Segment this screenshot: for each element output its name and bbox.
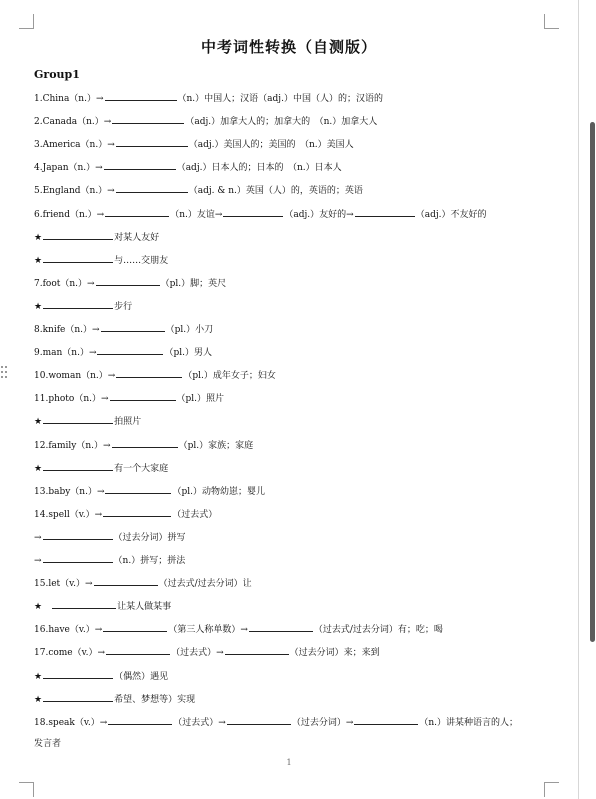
exercise-text: 11.photo（n.）→ [34, 394, 109, 405]
answer-blank[interactable] [225, 645, 289, 655]
exercise-text: 7.foot（n.）→ [34, 278, 95, 289]
answer-blank[interactable] [43, 530, 113, 540]
exercise-text: （adj.）加拿大人的；加拿大的 （n.）加拿大人 [185, 117, 378, 128]
exercise-text: （过去分词）拼写 [113, 532, 186, 543]
exercise-text: （过去分词）来；来到 [289, 648, 380, 659]
exercise-text: → [34, 556, 42, 566]
exercise-line [34, 669, 168, 683]
exercise-line [34, 622, 443, 636]
exercise-line [34, 692, 195, 706]
exercise-text: ★ [34, 694, 43, 705]
exercise-text: （pl.）男人 [164, 348, 212, 359]
exercise-text: （adj.）日本人的；日本的 （n.）日本人 [176, 163, 342, 174]
exercise-line [34, 576, 252, 590]
answer-blank[interactable] [43, 669, 113, 679]
exercise-line [34, 299, 132, 313]
exercise-text: 16.have（v.）→ [34, 625, 103, 636]
crop-mark-bottom-right [544, 782, 559, 797]
exercise-text: 4.Japan（n.）→ [34, 163, 103, 174]
exercise-text: 发言者 [34, 738, 62, 749]
exercise-line [34, 738, 61, 750]
exercise-line [34, 530, 186, 544]
exercise-text: 有一个大家庭 [114, 463, 169, 474]
exercise-text: 15.let（v.）→ [34, 579, 93, 590]
exercise-text: ★ [34, 602, 52, 613]
exercise-text: （第三人称单数）→ [168, 625, 248, 636]
exercise-text: （adj.）美国人的；美国的 （n.）美国人 [188, 140, 354, 151]
exercise-line [34, 276, 226, 290]
answer-blank[interactable] [43, 553, 113, 563]
answer-blank[interactable] [105, 484, 171, 494]
answer-blank[interactable] [112, 438, 178, 448]
exercise-line [34, 507, 217, 521]
exercise-text: 9.man（n.）→ [34, 348, 97, 359]
crop-mark-top-left [19, 14, 34, 29]
answer-blank[interactable] [43, 230, 113, 240]
answer-blank[interactable] [96, 276, 160, 286]
exercise-line [34, 553, 185, 567]
exercise-text: （n.）中国人；汉语（adj.）中国（人）的；汉语的 [177, 94, 383, 104]
vertical-scrollbar[interactable] [590, 122, 595, 642]
exercise-text: （pl.）照片 [176, 394, 225, 405]
exercise-text: 5.England（n.）→ [34, 186, 115, 197]
answer-blank[interactable] [116, 137, 188, 147]
answer-blank[interactable] [52, 599, 116, 609]
exercise-text: 希望、梦想等）实现 [114, 694, 196, 705]
exercise-text: 步行 [114, 301, 133, 312]
exercise-text: （pl.）小刀 [165, 325, 214, 335]
answer-blank[interactable] [103, 622, 167, 632]
answer-blank[interactable] [43, 299, 113, 309]
answer-blank[interactable] [227, 715, 291, 725]
page-number: 1 [286, 758, 292, 767]
exercise-text: ★ [34, 417, 43, 428]
exercise-text: 对某人友好 [114, 232, 160, 243]
answer-blank[interactable] [223, 207, 283, 217]
exercise-line [34, 160, 342, 174]
exercise-line [34, 484, 265, 498]
exercise-text: （adj.）友好的→ [284, 209, 354, 220]
exercise-line [34, 599, 171, 613]
exercise-text: （过去式）→ [171, 648, 224, 659]
answer-blank[interactable] [355, 207, 415, 217]
exercise-text: （pl.）脚；英尺 [160, 278, 227, 289]
exercise-text: （pl.）成年女子；妇女 [183, 371, 276, 382]
exercise-text: ★ [34, 255, 43, 266]
answer-blank[interactable] [43, 461, 113, 471]
exercise-line [34, 230, 159, 244]
drag-handle-icon[interactable] [1, 366, 9, 384]
answer-blank[interactable] [43, 414, 113, 424]
answer-blank[interactable] [103, 507, 171, 517]
answer-blank[interactable] [108, 715, 172, 725]
answer-blank[interactable] [106, 645, 170, 655]
exercise-line [34, 438, 253, 452]
answer-blank[interactable] [112, 114, 184, 124]
exercise-text: （过去式/过去分词）让 [158, 579, 252, 590]
exercise-line [34, 461, 168, 475]
exercise-text: 与……交朋友 [114, 255, 169, 266]
exercise-text: 拍照片 [114, 417, 142, 428]
exercise-text: （n.）拼写；拼法 [113, 556, 186, 566]
exercise-text: （过去式/过去分词）有；吃；喝 [313, 625, 443, 636]
crop-mark-top-right [544, 14, 559, 29]
exercise-text: （过去式） [172, 509, 218, 520]
exercise-text: （过去式）→ [173, 717, 226, 728]
exercise-line [34, 91, 383, 105]
exercise-text: （过去分词）→ [291, 717, 354, 728]
exercise-text: （n.）友谊→ [170, 209, 223, 220]
exercise-text: 3.America（n.）→ [34, 140, 115, 151]
answer-blank[interactable] [354, 715, 418, 725]
answer-blank[interactable] [94, 576, 158, 586]
exercise-line [34, 183, 363, 197]
exercise-line [34, 345, 212, 359]
exercise-text: → [34, 532, 42, 543]
exercise-text: 18.speak（v.）→ [34, 717, 108, 728]
answer-blank[interactable] [249, 622, 313, 632]
exercise-line [34, 414, 141, 428]
answer-blank[interactable] [101, 322, 165, 332]
exercise-text: ★ [34, 671, 43, 682]
exercise-line [34, 715, 518, 729]
answer-blank[interactable] [110, 391, 176, 401]
answer-blank[interactable] [105, 91, 177, 101]
exercise-text: （pl.）动物幼崽；婴儿 [172, 486, 265, 497]
exercise-text: 6.friend（n.）→ [34, 209, 105, 220]
answer-blank[interactable] [105, 207, 169, 217]
exercise-line [34, 391, 224, 405]
answer-blank[interactable] [104, 160, 176, 170]
group-heading: Group1 [34, 68, 80, 81]
exercise-line [34, 207, 487, 221]
page-title: 中考词性转换（自测版） [200, 38, 377, 56]
exercise-line [34, 368, 276, 382]
answer-blank[interactable] [116, 368, 182, 378]
exercise-text: 1.China（n.）→ [34, 94, 104, 104]
exercise-text: （adj.）不友好的 [415, 209, 487, 220]
exercise-text: （adj. & n.）英国（人）的，英语的；英语 [188, 186, 363, 197]
exercise-text: 14.spell（v.）→ [34, 509, 103, 520]
answer-blank[interactable] [97, 345, 163, 355]
answer-blank[interactable] [43, 692, 113, 702]
exercise-text: 10.woman（n.）→ [34, 371, 116, 382]
crop-mark-bottom-left [19, 782, 34, 797]
exercise-line [34, 137, 354, 151]
exercise-text: （偶然）遇见 [114, 671, 169, 682]
exercise-text: （pl.）家族；家庭 [178, 440, 254, 451]
exercise-text: 17.come（v.）→ [34, 648, 106, 659]
exercise-line [34, 253, 168, 267]
exercise-text: 12.family（n.）→ [34, 440, 111, 451]
exercise-text: ★ [34, 463, 43, 474]
page-edge [578, 0, 579, 799]
exercise-text: ★ [34, 301, 43, 312]
exercise-text: （n.）讲某种语言的人； [419, 717, 519, 728]
exercise-text: 13.baby（n.）→ [34, 486, 105, 497]
exercise-line [34, 322, 213, 336]
exercise-text: 8.knife（n.）→ [34, 325, 100, 335]
answer-blank[interactable] [43, 253, 113, 263]
exercise-line [34, 114, 377, 128]
exercise-text: ★ [34, 232, 43, 243]
exercise-line [34, 645, 380, 659]
exercise-text: 让某人做某事 [117, 602, 172, 613]
exercise-text: 2.Canada（n.）→ [34, 117, 112, 128]
answer-blank[interactable] [116, 183, 188, 193]
